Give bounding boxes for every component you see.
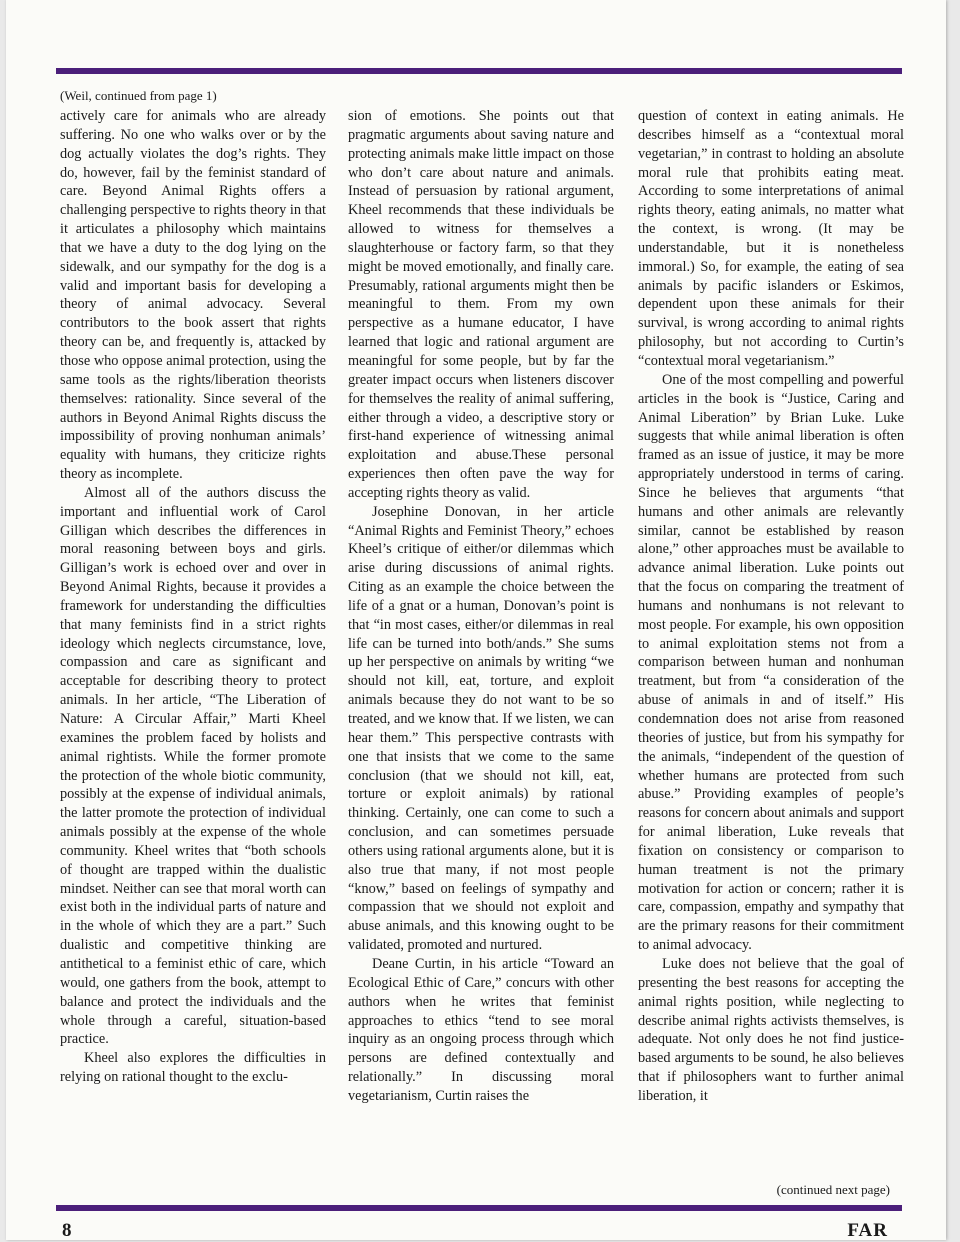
paragraph: Luke does not believe that the goal of presenting the best reasons for accepting the animal rights position, while neglecting to describe animal rights activists themselves, is adequate. Not only does he not find justice-based arguments to be sound, he also believes that if philosophers want to further animal liberation, it (638, 955, 904, 1104)
paragraph: Kheel also explores the difficulties in relying on rational thought to the exclu- (60, 1050, 326, 1086)
text-column-1 (60, 107, 326, 1087)
text-column-2 (348, 107, 614, 1106)
paragraph: actively care for animals who are already suffering. No one who walks over or by the dog actually violates the dog’s rights. They do, however, fail by the feminist standard of care. Beyond Animal Rights offers a challenging perspective to rights theory in that it articulates a philosophy which maintains that we have a duty to the dog lying on the sidewalk, and our sympathy for the dog is a valid and important basis for developing a theory of animal advocacy. Several contributors to the book assert that rights theory can be, and frequently is, attacked by those who oppose animal protection, using the same tools as the rights/liberation theorists themselves: rationality. Since several of the authors in Beyond Animal Rights discuss the impossibility of proving nonhuman animals’ equality with humans, they criticize rights theory as incomplete. (60, 108, 327, 483)
paragraph: sion of emotions. She points out that pragmatic arguments about saving nature and protecting animals make little impact on those who don’t care about nature and animals. Instead of persuasion by rational argument, Kheel recommends that these individuals be allowed to witness for themselves a slaughterhouse or factory farm, so that they might be moved emotionally, and finally care. Presumably, rational arguments might then be meaningful to them. From my own perspective as a humane educator, I have learned that logic and rational argument are meaningful for some people, but by far the greater impact occurs when listeners discover for themselves the reality of animal suffering, either through a video, a descriptive story or first-hand experience of witnessing animal exploitation and abuse.These personal experiences then often pave the way for accepting rights theory as valid. (348, 108, 614, 501)
page-sheet (6, 0, 946, 1240)
journal-name: FAR (847, 1220, 888, 1241)
text-column-3 (638, 107, 904, 1106)
continued-from-note: (Weil, continued from page 1) (60, 88, 217, 103)
paragraph: Josephine Donovan, in her article “Animal Rights and Feminist Theory,” echoes Kheel’s critique of either/or dilemmas which arise during discussions of animal rights. Citing as an example the choice between the life of a gnat or a human, Donovan’s point is that “in most cases, either/or dilemmas in real life can be turned into both/ands.” She sums up her perspective on animals by writing “we should not kill, eat, torture, and exploit animals because they do not want to be so treated, and we know that. If we listen, we can hear them.” This perspective contrasts with one that insists that we come to the same conclusion (that we should not kill, eat, torture or exploit animals) by rational thinking. Certainly, one can come to such a conclusion, and can sometimes persuade others using rational arguments alone, but it is also true that many, if not most people “know,” based on feelings of sympathy and compassion that we should not exploit and abuse animals, and this knowing ought to be validated, promoted and nurtured. (348, 503, 614, 954)
top-rule (56, 68, 902, 74)
page-number: 8 (62, 1220, 72, 1241)
paragraph: Almost all of the authors discuss the important and influential work of Carol Gilligan which describes the differences in moral reasoning between boys and girls. Gilligan’s work is echoed over and over in Beyond Animal Rights, because it provides a framework for understanding the difficulties that many feminists find in a strict rights ideology which neglects circumstance, love, compassion and care as significant and acceptable for describing theory to protect animals. In her article, “The Liberation of Nature: A Circular Affair,” Marti Kheel examines the problem faced by holists and animal rightists. While the former promote the protection of the whole biotic community, possibly at the expense of individual animals, the latter promote the protection of individual animals possibly at the expense of the whole community. Kheel writes that “both schools of thought are trapped within the dualistic mindset. Neither can see that moral worth can exist both in the individual parts of nature and in the whole of which they are a part.” Such dualistic and competitive thinking are antithetical to a feminist ethic of care, which would, one gathers from the book, attempt to balance and protect the individuals and the whole through a careful, situation-based practice. (60, 484, 326, 1048)
paragraph: One of the most compelling and powerful articles in the book is “Justice, Caring and Animal Liberation” by Brian Luke. Luke suggests that while animal liberation is often framed as an issue of justice, it may be more appropriately understood in terms of caring. Since he believes that arguments “that humans and other animals are relevantly similar, cannot be established by reason alone,” other approaches must be available to advance animal liberation. Luke points out that the focus on comparing the treatment of humans and nonhumans is not relevant to most people. For example, his own opposition to animal exploitation stems not from a comparison between human and nonhuman treatment, but from “a consideration of the abuse of animals in and of itself.” His condemnation does not arise from reasoned theories of justice, but from his sympathy for the animals, “independent of the question of whether humans are protected from such abuse.” Providing examples of people’s reasons for concern about animals and support for animal liberation, Luke reveals that fixation on consistency or comparison to human treatment is not the primary motivation for action or concern; rather it is care, compassion, empathy and sympathy that are the primary reasons for their commitment to animal advocacy. (638, 371, 905, 954)
paragraph: Deane Curtin, in his article “Toward an Ecological Ethic of Care,” concurs with other authors when he writes that feminist approaches to ethics “tend to see moral inquiry as an ongoing process through which persons are defined contextually and relationally.” In discussing moral vegetarianism, Curtin raises the (348, 955, 614, 1104)
continued-next-note: (continued next page) (776, 1182, 890, 1197)
paragraph: question of context in eating animals. He describes himself as a “contextual moral vegetarian,” in contrast to holding an absolute moral rule that prohibits eating meat. According to some interpretations of animal rights theory, eating animals, no matter what the context, is wrong. (It may be understandable, but it is nonetheless immoral.) So, for example, the eating of sea animals by pacific islanders or Eskimos, dependent upon these animals for their survival, is wrong according to animal rights philosophy, but not according to Curtin’s “contextual moral vegetarianism.” (638, 108, 904, 369)
bottom-rule (56, 1205, 902, 1211)
